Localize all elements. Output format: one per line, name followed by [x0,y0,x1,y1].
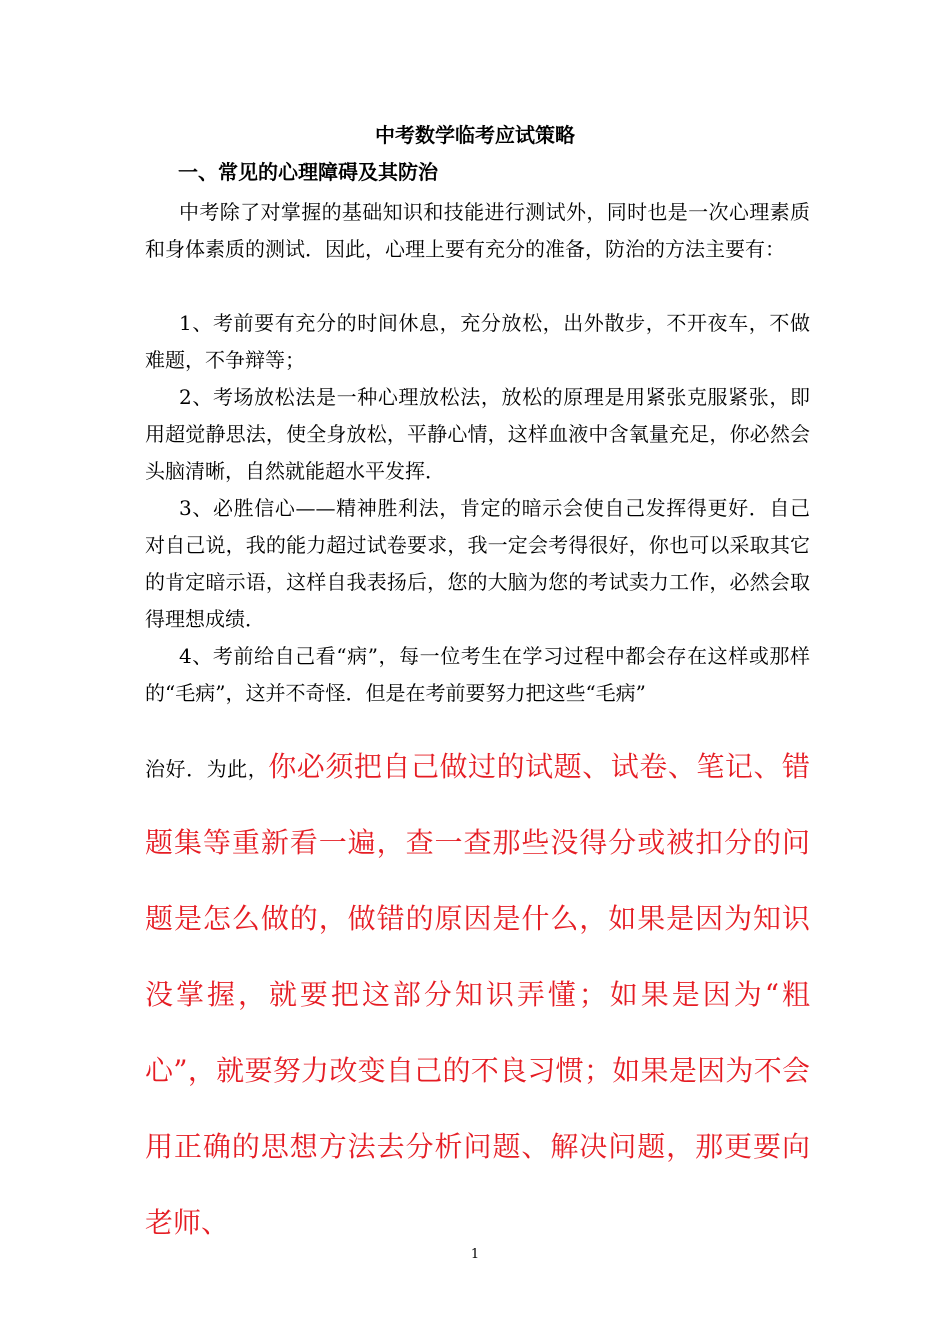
continuation-black-text: 治好．为此， [145,757,269,781]
strategy-item-1: 1、考前要有充分的时间休息，充分放松，出外散步，不开夜车，不做难题，不争辩等； [145,311,810,372]
document-title: 中考数学临考应试策略 [375,123,575,147]
highlighted-red-text: 你必须把自己做过的试题、试卷、笔记、错题集等重新看一遍，查一查那些没得分或被扣分的问题是怎么做的，做错的原因是什么，如果是因为知识没掌握，就要把这部分知识弄懂；如果是因为“粗心”，就要努力改变自己的不良习惯；如果是因为不会用正确的思想方法去分析问题、解决问题，那更要向老师、 [145,750,810,1239]
section-heading: 一、常见的心理障碍及其防治 [178,160,438,184]
strategy-item-4: 4、考前给自己看“病”，每一位考生在学习过程中都会存在这样或那样的“毛病”，这并不奇怪．但是在考前要努力把这些“毛病” [145,644,810,705]
strategy-item-2: 2、考场放松法是一种心理放松法，放松的原理是用紧张克服紧张，即用超觉静思法，使全身放松，平静心情，这样血液中含氧量充足，你必然会头脑清晰，自然就能超水平发挥． [145,385,810,483]
strategy-item-4-continuation [145,730,810,1262]
page-number: 1 [470,1247,480,1262]
intro-paragraph: 中考除了对掌握的基础知识和技能进行测试外，同时也是一次心理素质和身体素质的测试．因此，心理上要有充分的准备，防治的方法主要有： [145,200,810,261]
strategy-item-3: 3、必胜信心——精神胜利法，肯定的暗示会使自己发挥得更好．自己对自己说，我的能力超过试卷要求，我一定会考得很好，你也可以采取其它的肯定暗示语，这样自我表扬后，您的大脑为您的考试卖力工作，必然会取得理想成绩． [145,496,810,631]
